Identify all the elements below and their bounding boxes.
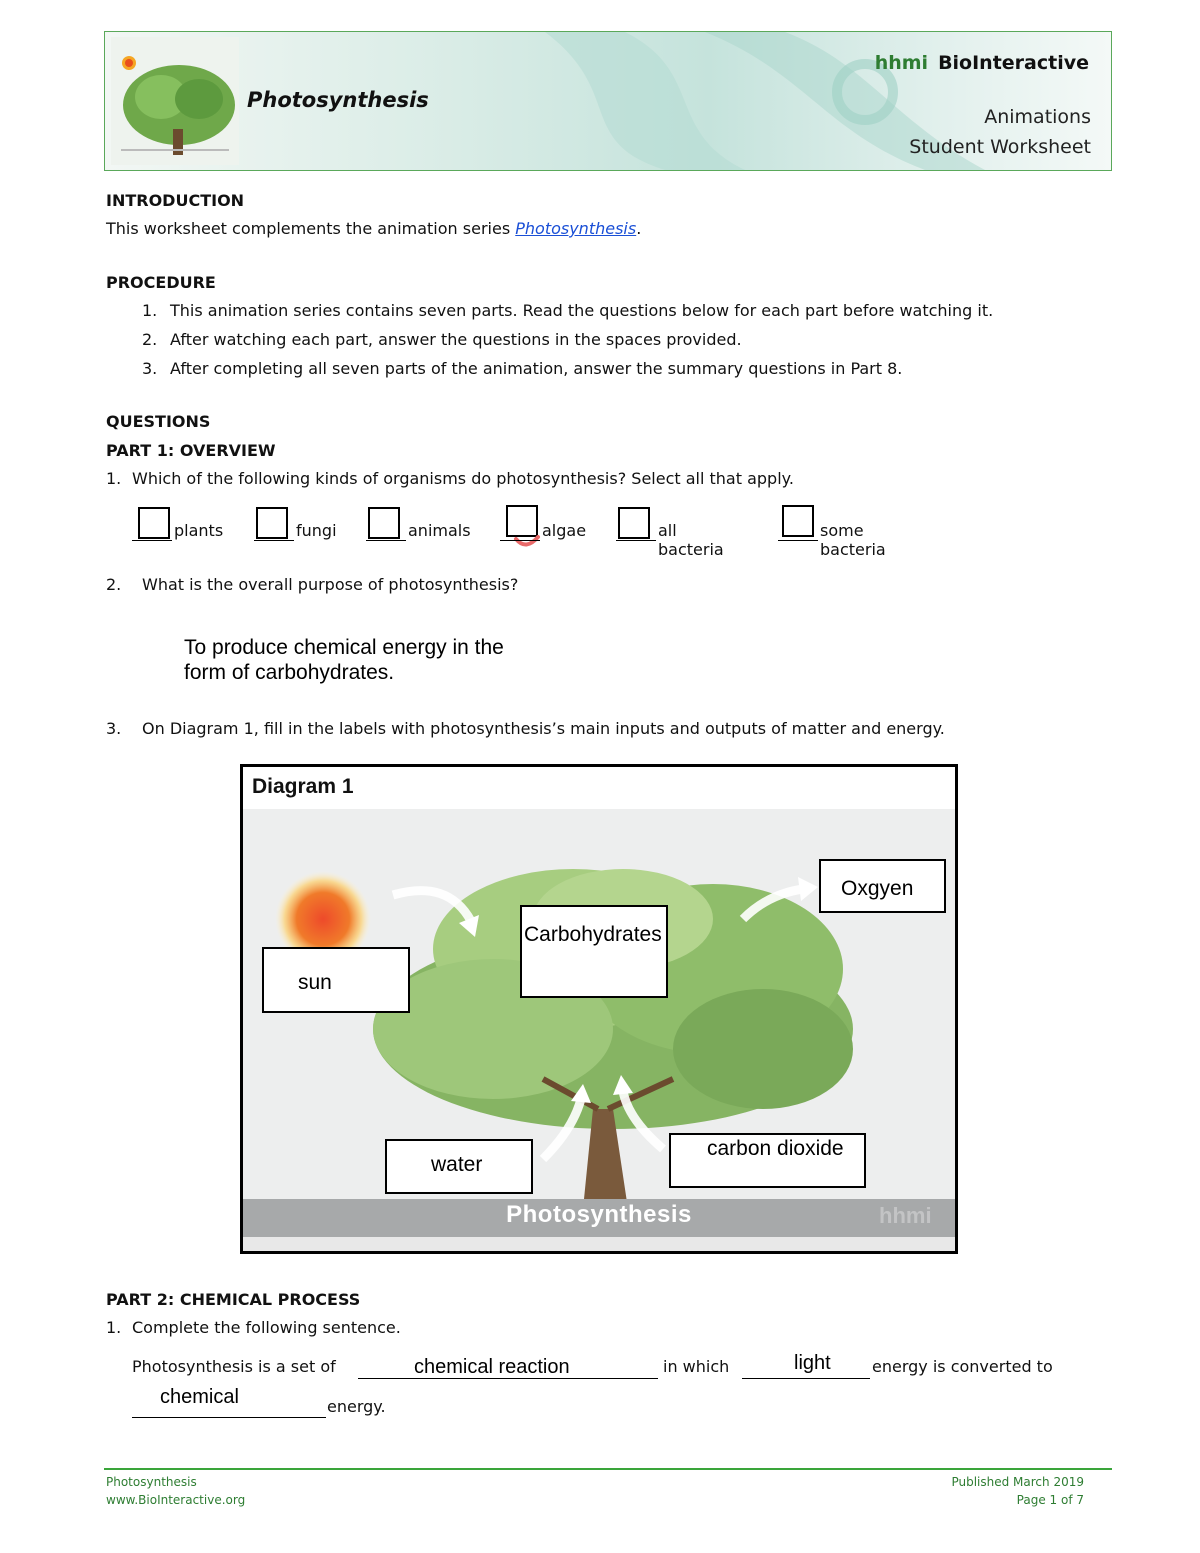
checkbox[interactable] — [618, 507, 650, 539]
procedure-item — [142, 359, 902, 378]
label-box-sun[interactable] — [262, 947, 410, 1013]
sentence-part1: Photosynthesis is a set of — [132, 1357, 336, 1376]
label-box-water[interactable] — [385, 1139, 533, 1194]
blank-chemical[interactable] — [132, 1386, 326, 1418]
questions-heading: QUESTIONS — [106, 412, 211, 431]
tree-thumbnail-icon — [111, 37, 239, 165]
intro-text-after: . — [636, 219, 642, 238]
brand-name: BioInteractive — [938, 52, 1089, 74]
intro-heading: INTRODUCTION — [106, 191, 245, 210]
intro-text-before: This worksheet complements the animation series — [106, 219, 516, 238]
part1-q1 — [106, 469, 794, 488]
q-num: 1. — [106, 1318, 122, 1337]
diagram-banner: Photosynthesis — [506, 1201, 692, 1228]
procedure-text: This animation series contains seven parts. Read the questions below for each part before watching it. — [170, 301, 994, 320]
part1-q2 — [106, 575, 518, 594]
diagram-1 — [240, 764, 958, 1254]
blank-chemical-reaction[interactable] — [358, 1354, 658, 1379]
label-box-oxygen[interactable] — [819, 859, 946, 913]
blank-light[interactable] — [742, 1354, 870, 1379]
footer-divider — [104, 1468, 1112, 1470]
q-text: What is the overall purpose of photosynthesis? — [142, 575, 519, 594]
photosynthesis-link[interactable]: Photosynthesis — [515, 219, 637, 238]
biointeractive-logo — [875, 52, 1089, 74]
procedure-text: After watching each part, answer the questions in the spaces provided. — [170, 330, 742, 349]
option-label: fungi — [296, 521, 337, 540]
q-num: 1. — [106, 469, 122, 488]
q-text: Complete the following sentence. — [132, 1318, 401, 1337]
q2-answer-line2[interactable]: form of carbohydrates. — [184, 661, 395, 684]
checkbox[interactable] — [782, 505, 814, 537]
label-text-carbon-dioxide: carbon dioxide — [707, 1137, 844, 1160]
intro-text — [106, 219, 641, 238]
option-label: plants — [174, 521, 224, 540]
header-tree-thumbnail — [111, 37, 239, 165]
q-num: 3. — [106, 719, 122, 738]
label-text-sun: sun — [298, 971, 332, 994]
q2-answer-line1[interactable]: To produce chemical energy in the — [184, 636, 504, 659]
procedure-text: After completing all seven parts of the animation, answer the summary questions in Part 8. — [170, 359, 903, 378]
header-title: Photosynthesis — [247, 88, 429, 112]
procedure-item — [142, 301, 993, 320]
option-label: some bacteria — [820, 521, 886, 559]
blank-answer: chemical — [160, 1386, 239, 1408]
diagram-watermark: hhmi — [879, 1203, 932, 1228]
header-subtitle-animations: Animations — [984, 106, 1091, 128]
procedure-heading: PROCEDURE — [106, 273, 216, 292]
part2-heading: PART 2: CHEMICAL PROCESS — [106, 1290, 361, 1309]
procedure-num: 2. — [142, 330, 158, 349]
part1-heading: PART 1: OVERVIEW — [106, 441, 276, 460]
sentence-part2: in which — [663, 1357, 730, 1376]
procedure-num: 3. — [142, 359, 158, 378]
procedure-num: 1. — [142, 301, 158, 320]
option-label: algae — [542, 521, 587, 540]
checkbox[interactable] — [368, 507, 400, 539]
diagram-title: Diagram 1 — [252, 775, 354, 798]
part2-q1 — [106, 1318, 401, 1337]
header-banner — [104, 31, 1112, 171]
footer-page-number: Page 1 of 7 — [1016, 1493, 1084, 1507]
header-subtitle-worksheet: Student Worksheet — [909, 136, 1091, 158]
part1-q3 — [106, 719, 945, 738]
option-label: animals — [408, 521, 471, 540]
sentence-part3: energy is converted to — [872, 1357, 1053, 1376]
footer-published: Published March 2019 — [951, 1475, 1084, 1489]
footer-website[interactable]: www.BioInteractive.org — [106, 1493, 246, 1507]
footer-title: Photosynthesis — [106, 1475, 197, 1489]
q-num: 2. — [106, 575, 122, 594]
blank-answer: chemical reaction — [414, 1356, 570, 1378]
checkbox[interactable] — [138, 507, 170, 539]
label-box-carbohydrates[interactable] — [520, 905, 668, 998]
label-text-oxygen: Oxgyen — [841, 877, 914, 900]
organism-options — [132, 505, 1032, 559]
blank-answer: light — [794, 1352, 831, 1374]
sentence-part4: energy. — [327, 1397, 386, 1416]
q-text: On Diagram 1, fill in the labels with photosynthesis’s main inputs and outputs of matter and energy. — [142, 719, 945, 738]
option-label: all bacteria — [658, 521, 724, 559]
brand-hhmi: hhmi — [874, 52, 929, 74]
label-text-carbohydrates: Carbohydrates — [524, 923, 662, 946]
label-text-water: water — [431, 1153, 483, 1176]
q-text: Which of the following kinds of organisms do photosynthesis? Select all that apply. — [132, 469, 794, 488]
procedure-item — [142, 330, 742, 349]
checkbox[interactable] — [256, 507, 288, 539]
check-mark-icon — [512, 531, 544, 551]
label-box-carbon-dioxide[interactable] — [669, 1133, 866, 1188]
